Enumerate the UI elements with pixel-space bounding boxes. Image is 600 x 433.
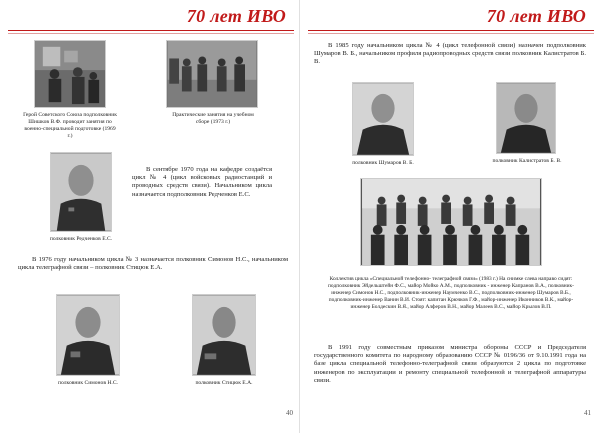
photo-simonov-caption: полковник Симонов Н.С. [58, 380, 118, 386]
header-title-left: 70 лет ИВО [186, 6, 286, 26]
left-paragraph-1976: В 1976 году начальником цикла № 3 назначается полковник Симонов Н.С., начальником цикла телеграфной связи – полковник Стицюк Е.А. [18, 256, 288, 272]
photo-redchenkov [50, 152, 112, 232]
left-paragraph-1970: В сентябре 1970 года на кафедре создаётся цикл № 4 (цикл войсковых радиостанций и проводных средств связи). Начальником цикла назначается подполковник Редченков Е.С. [132, 166, 272, 198]
group-photo-caption: Коллектив цикла «Специальной телефонно- телеграфной связи» (1983 г.) На снимке слева направо сидят: подполковник Эйдельштейн Ф.С., майор Мойко А.М., подполковник - инженер Капранов В.А., полковник-инженер Симонов Н.С., подполковник-инженер Наумченко В.С., подполковник-инженер Шумаров В.Б., подполковник-инженер Ванин В.И. Стоят: капитан Крючков Г.Ф., майор-инженер Иконников В.К., майор-инженер Болдескин В.Я., майор Алферов В.Н., майор Малеев В.С., майор Крылов В.П. [328, 276, 574, 310]
photo-redchenkov-image [51, 153, 111, 231]
photo-classroom-image [35, 41, 105, 107]
photo-classroom [34, 40, 106, 108]
photo-kalistratov [496, 82, 556, 154]
photo-shumarov-caption: полковник Шумаров В. Б. [352, 160, 414, 166]
photo-field-exercise-image [167, 41, 257, 107]
photo-field-exercise-caption: Практические занятия на учебном сборе (1973 г.) [172, 112, 254, 125]
header-title-right: 70 лет ИВО [486, 6, 586, 26]
photo-stitsyuk-image [193, 295, 255, 375]
left-page-number: 40 [286, 409, 293, 417]
header-rule-left [8, 30, 294, 31]
photo-simonov-image [57, 295, 119, 375]
right-paragraph-1985: В 1985 году начальником цикла № 4 (цикл телефонной связи) назначен подполковник Шумаров В. Б., начальником профиля радиопроводных средств связи полковник Калистратов Б. В. [314, 42, 586, 66]
photo-simonov [56, 294, 120, 376]
header-rule-right [308, 30, 594, 31]
right-page [300, 0, 600, 433]
photo-shumarov [352, 82, 414, 156]
photo-kalistratov-caption: полковник Калистратов Б. В. [492, 158, 562, 164]
photo-field-exercise [166, 40, 258, 108]
right-paragraph-1991: В 1991 году совместным приказом министра обороны СССР и Председателя государственного комитета по народному образованию СССР № 0196/36 от 9.10.1991 года на базе цикла специальной телефонно-телеграфной связи образуются 2 цикла по подготовке инженеров по эксплуатации и ремонту специальной телефонной и телеграфной аппаратуры связи. [314, 344, 586, 384]
photo-group-image [361, 179, 541, 265]
right-page-number: 41 [584, 409, 591, 417]
photo-stitsyuk-caption: полковник Стицюк Е.А. [195, 380, 253, 386]
photo-stitsyuk [192, 294, 256, 376]
header-rule-thin-left [8, 33, 294, 34]
photo-shumarov-image [353, 83, 413, 155]
photo-redchenkov-caption: полковник Редченков Е.С. [49, 236, 113, 242]
photo-kalistratov-image [497, 83, 555, 153]
header-rule-thin-right [308, 33, 594, 34]
photo-group [360, 178, 542, 266]
photo-classroom-caption: Герой Советского Союза подполковник Шишков В.Ф. проводит занятия по военно-специальной подготовке (1969 г.) [23, 112, 117, 139]
